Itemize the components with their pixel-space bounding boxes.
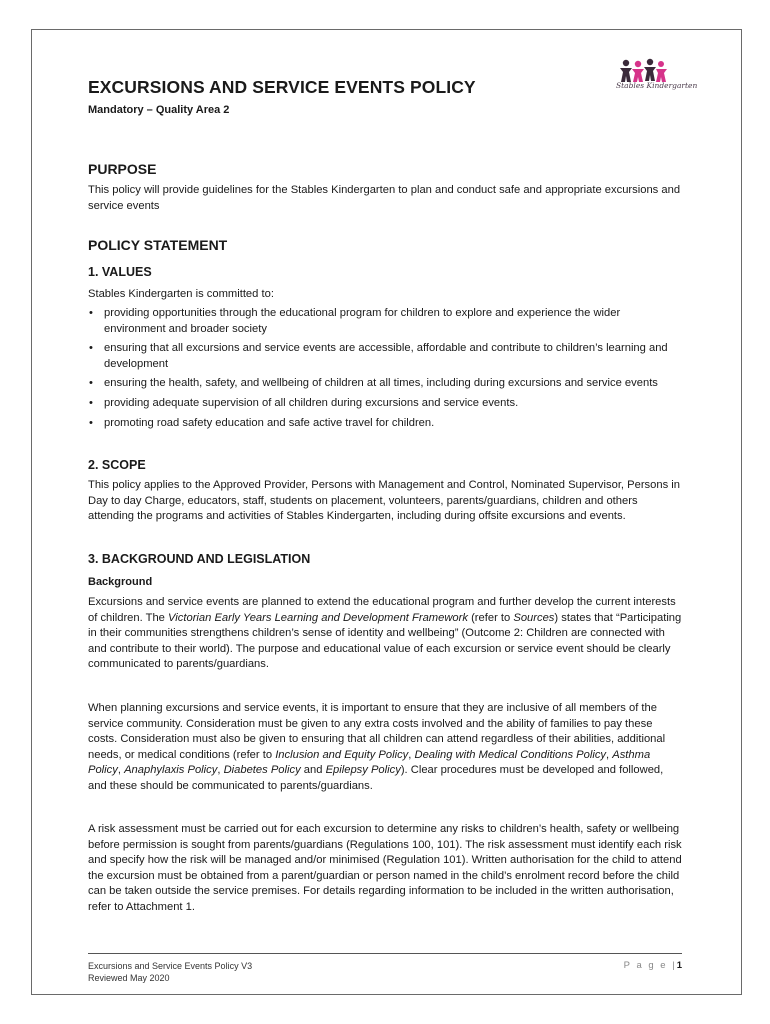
footer-doc-info <box>88 960 252 984</box>
footer-doc-title: Excursions and Service Events Policy V3 <box>88 961 253 971</box>
background-paragraph-2: When planning excursions and service events, it is important to ensure that they are inclusive of all members of the service community. Consideration must be given to any extra costs involved and the ability of families to pay these costs. Consideration must also be given to ensuring that all children can attend regardless of their abilities, additional needs, or medical conditions (refer to Inclusion and Equity Policy, Dealing with Medical Conditions Policy, Asthma Policy, Anaphylaxis Policy, Diabetes Policy and Epilepsy Policy). Clear procedures must be developed and followed, and these should be communicated to parents/guardians. <box>88 702 666 792</box>
background-paragraph-1: Excursions and service events are planned to extend the educational program and further develop the current interests of children. The Victorian Early Years Learning and Development Framework (refer to Sources) states that “Participating in their communities strengthens children’s sense of identity and wellbeing” (Outcome 2: Children are connected with and contribute to their world). The purpose and educational value of each excursion or service event should be clearly communicated to parents/guardians. <box>88 596 682 671</box>
page-number: P a g e |1 <box>623 960 682 971</box>
background-subheading: Background <box>88 576 153 588</box>
logo-text: Stables Kindergarten <box>616 81 698 90</box>
background-heading: 3. BACKGROUND AND LEGISLATION <box>88 552 311 566</box>
scope-heading: 2. SCOPE <box>88 458 146 472</box>
purpose-heading: PURPOSE <box>88 161 157 177</box>
list-item: • providing adequate supervision of all children during excursions and service events. <box>89 396 519 409</box>
policy-statement-heading: POLICY STATEMENT <box>88 237 228 253</box>
list-item: • providing opportunities through the educational program for children to explore and experience the wider environment and broader society <box>89 307 621 335</box>
footer-divider <box>88 953 682 954</box>
purpose-text: This policy will provide guidelines for the Stables Kindergarten to plan and conduct safe and appropriate excursions and service events <box>88 184 681 212</box>
page-title: EXCURSIONS AND SERVICE EVENTS POLICY <box>88 77 476 97</box>
values-intro: Stables Kindergarten is committed to: <box>88 288 274 300</box>
list-item: • ensuring the health, safety, and wellbeing of children at all times, including during excursions and service events <box>89 377 658 390</box>
page-subtitle: Mandatory – Quality Area 2 <box>88 104 230 116</box>
background-paragraph-3: A risk assessment must be carried out for each excursion to determine any risks to children’s health, safety or wellbeing before permission is sought from parents/guardians (Regulations 100, 101). The risk assessment must identify each risk and specify how the risk will be managed and/or minimised (Regulation 101). Written authorisation for the child to attend the excursion must be obtained from a parent/guardian or person named in the child’s enrolment record before the child can be taken outside the service premises. For details regarding information to be included in the written authorisation, refer to Attachment 1. <box>88 823 682 913</box>
scope-text: This policy applies to the Approved Provider, Persons with Management and Control, Nominated Supervisor, Persons in Day to day Charge, educators, staff, students on placement, volunteers, parents/guardians, children and others attending the programs and activities of Stables Kindergarten, including during offsite excursions and events. <box>88 479 681 523</box>
stables-kindergarten-logo <box>612 58 698 98</box>
list-item: • promoting road safety education and safe active travel for children. <box>89 416 435 429</box>
values-list <box>88 306 683 435</box>
list-item: • ensuring that all excursions and service events are accessible, affordable and contribute to children’s learning and development <box>89 342 668 370</box>
values-heading: 1. VALUES <box>88 265 152 279</box>
footer-reviewed-date: Reviewed May 2020 <box>88 973 170 983</box>
